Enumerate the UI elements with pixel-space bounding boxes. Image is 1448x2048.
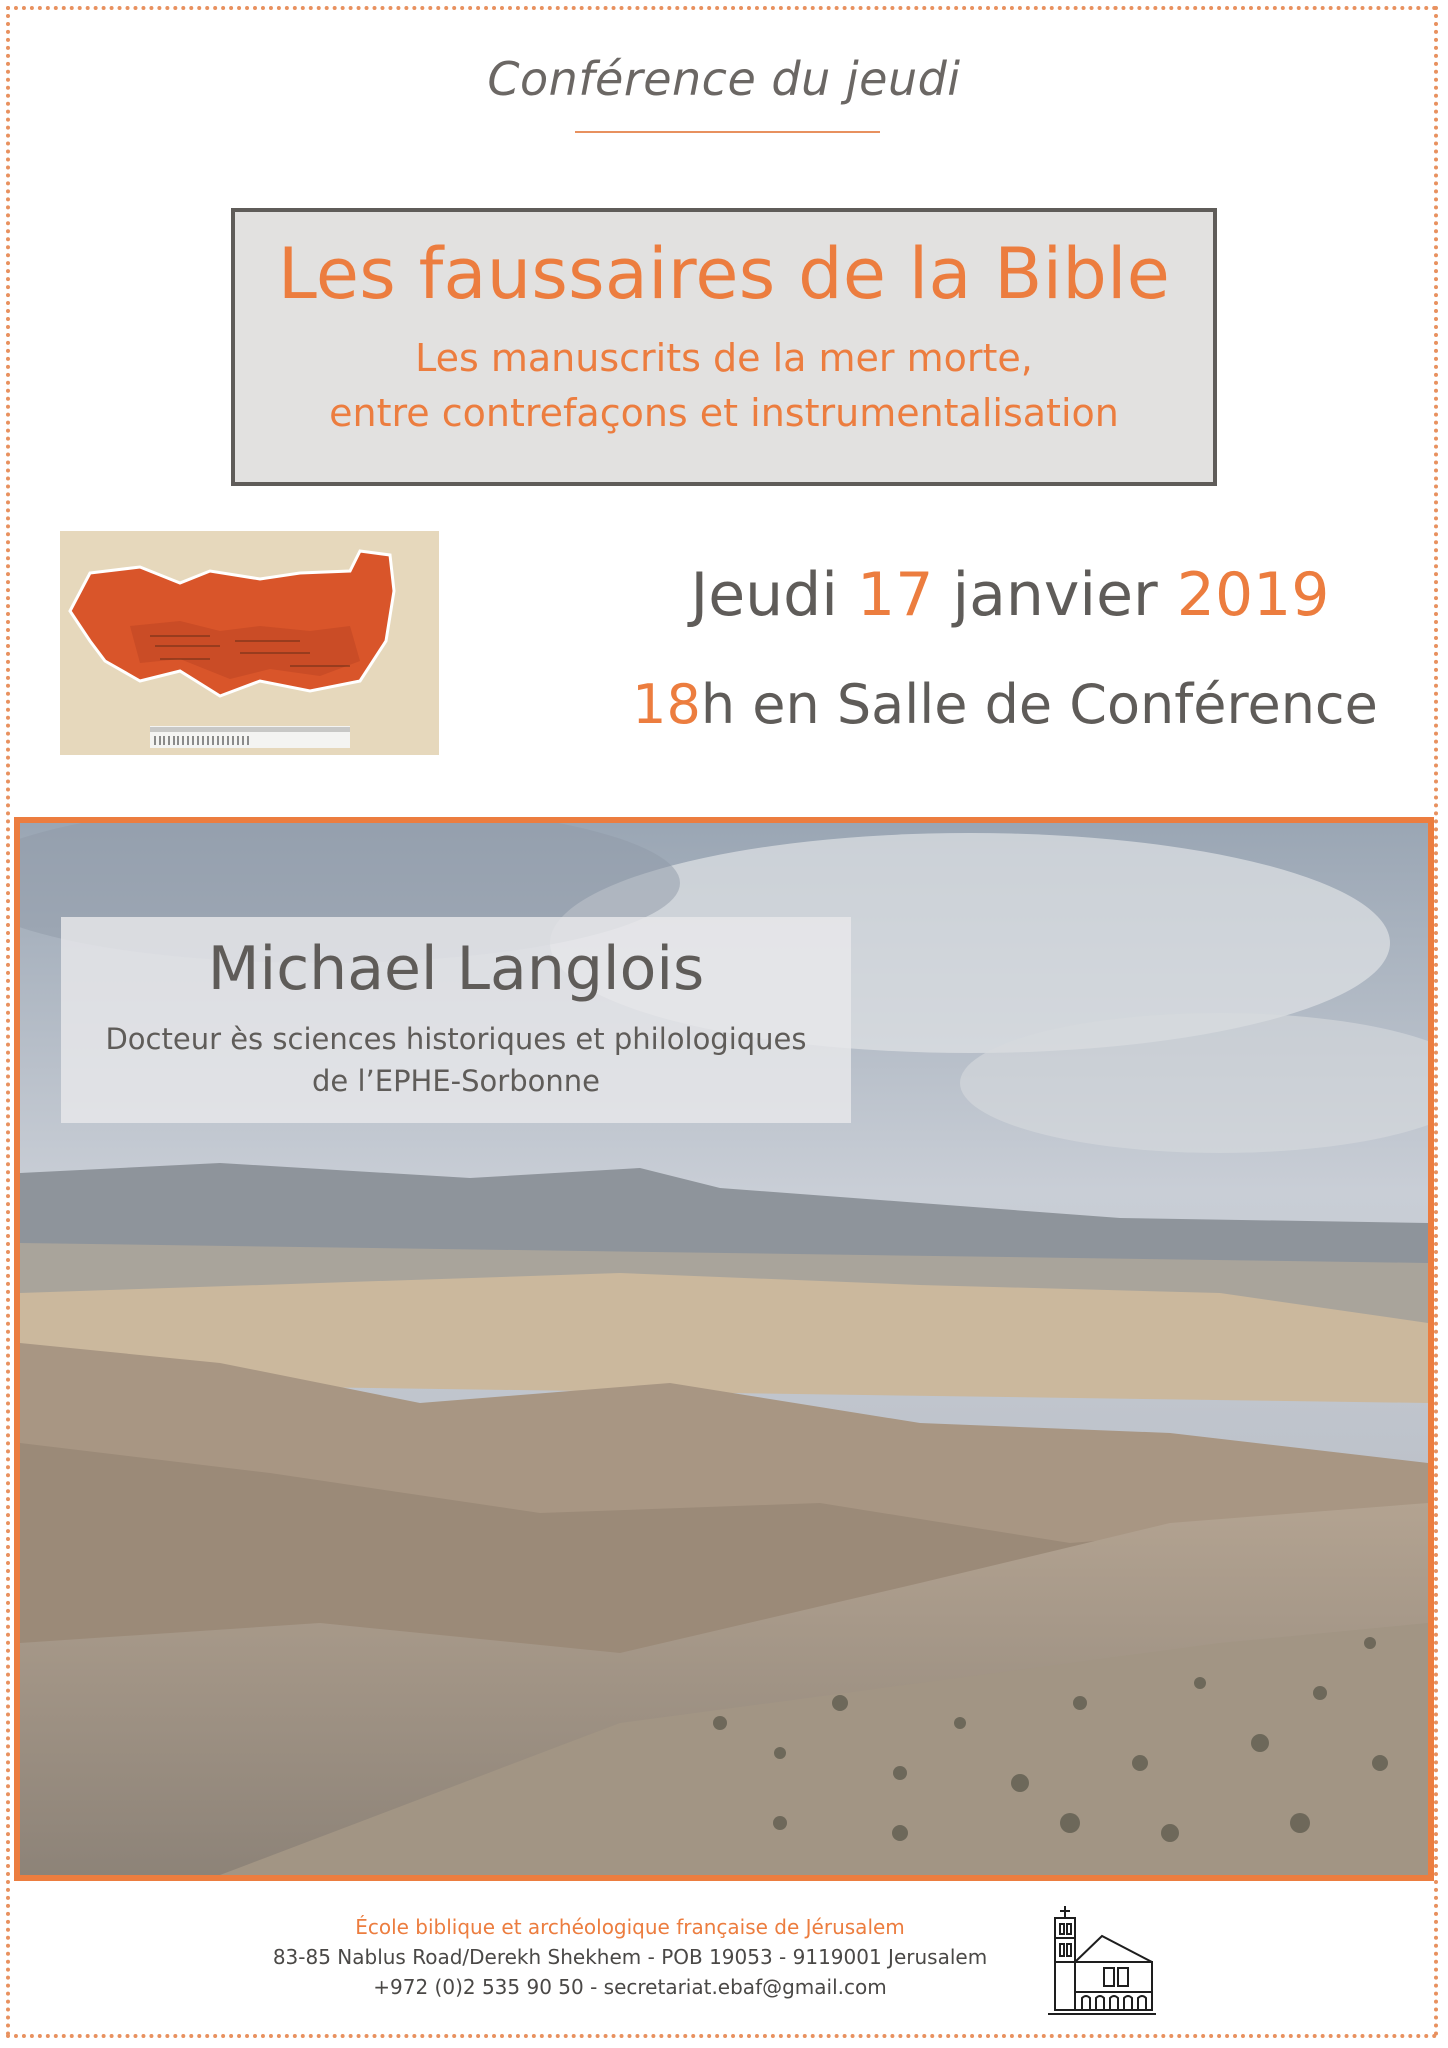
speaker-credentials	[61, 1018, 851, 1102]
date-day: 17	[857, 560, 934, 630]
footer-organization: École biblique et archéologique française de Jérusalem	[355, 1915, 905, 1939]
lecture-subtitle	[235, 331, 1213, 441]
speaker-title-line-1: Docteur ès sciences historiques et philologiques	[105, 1022, 807, 1056]
speaker-box	[61, 917, 851, 1123]
scroll-fragment-image	[60, 531, 439, 755]
footer	[190, 1912, 1070, 2002]
speaker-name: Michael Langlois	[207, 934, 705, 1004]
subtitle-line-2: entre contrefaçons et instrumentalisation	[329, 390, 1119, 435]
title-box	[231, 208, 1217, 486]
time-location: h en Salle de Conférence	[700, 673, 1378, 736]
lecture-title: Les faussaires de la Bible	[277, 233, 1171, 315]
footer-address: 83-85 Nablus Road/Derekh Shekhem - POB 19053 - 9119001 Jerusalem	[272, 1945, 988, 1969]
date-year: 2019	[1176, 560, 1330, 630]
footer-contact: +972 (0)2 535 90 50 - secretariat.ebaf@gmail.com	[373, 1975, 887, 1999]
event-date	[600, 560, 1420, 630]
church-logo-icon	[1042, 1902, 1160, 2022]
time-hour: 18	[632, 673, 701, 736]
speaker-title-line-2: de l’EPHE-Sorbonne	[312, 1064, 600, 1099]
date-weekday: Jeudi	[690, 560, 838, 630]
date-month: janvier	[952, 560, 1158, 630]
subtitle-line-1: Les manuscrits de la mer morte,	[415, 335, 1033, 380]
series-label: Conférence du jeudi	[487, 52, 961, 106]
scroll-fragment-drawing	[60, 531, 439, 755]
event-time-location	[590, 673, 1420, 736]
series-divider	[575, 131, 880, 133]
